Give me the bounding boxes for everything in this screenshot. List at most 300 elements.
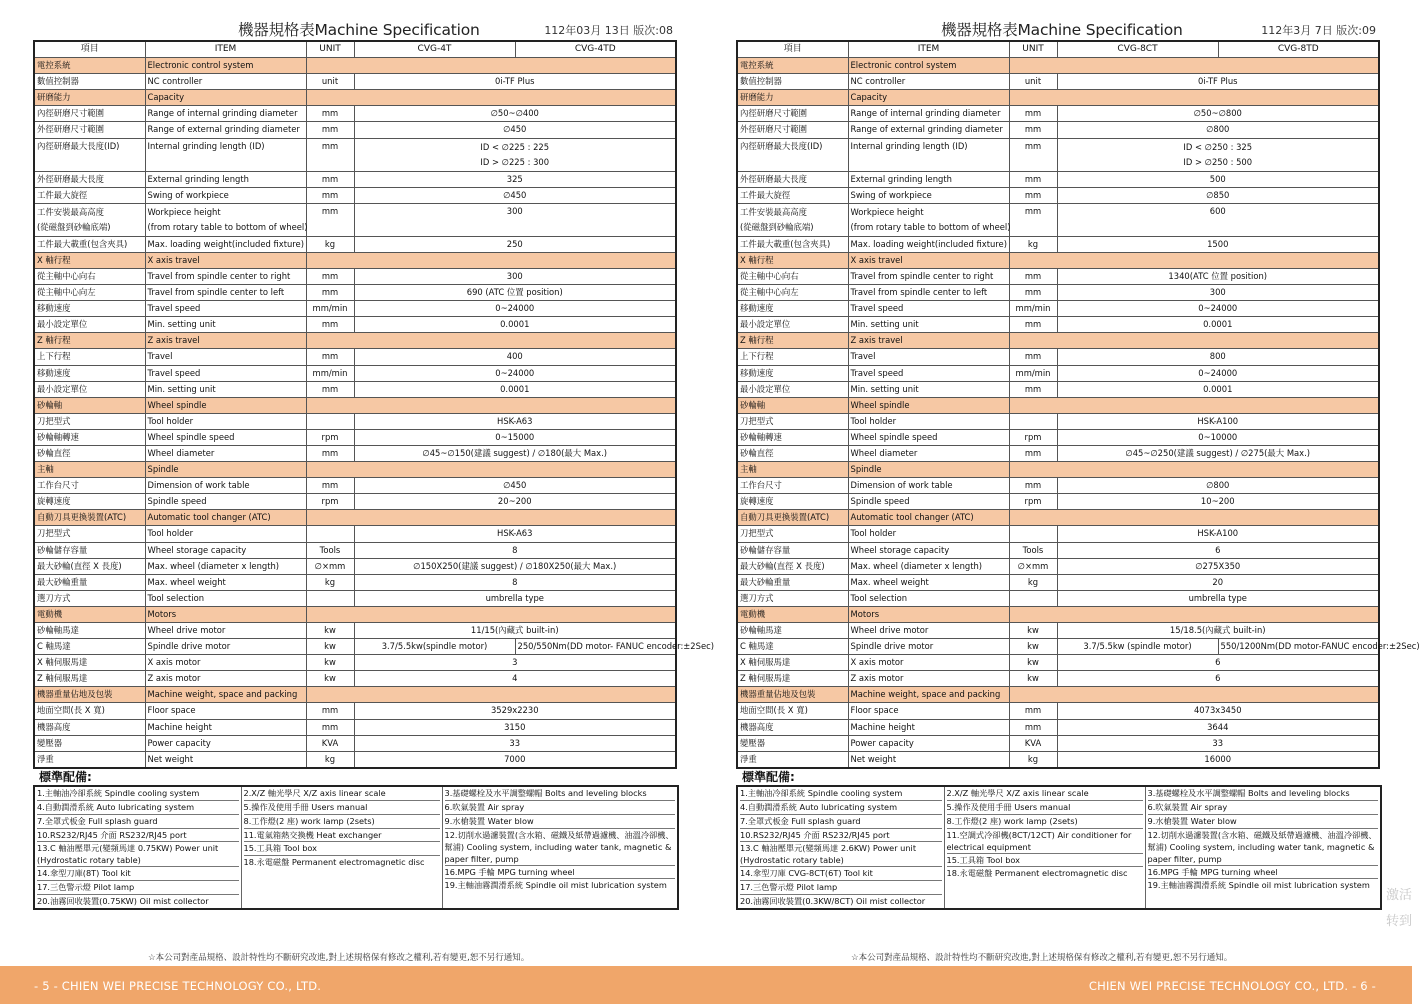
spec-value: 20~200 [354,494,676,510]
spec-row [34,574,676,590]
section-row [34,462,676,478]
spec-name-en: Travel speed [145,301,306,317]
std-item: 15.工具箱 Tool box [244,842,440,856]
spec-name-en: Travel from spindle center to right [848,268,1009,284]
spec-value: 690 (ATC 位置 position) [354,285,676,301]
std-column [442,786,678,909]
section-name-en: Machine weight, space and packing [848,687,1009,703]
spec-table [33,40,714,769]
spec-value [1057,138,1379,171]
section-fill [1009,510,1379,526]
spec-name-zh: 移動速度 [737,301,848,317]
spec-unit: mm [306,122,354,138]
spec-unit: mm [1009,445,1057,461]
std-item: 20.油霧回收裝置(0.75KW) Oil mist collector [37,896,209,907]
standard-equipment-title: 標準配備: [39,769,92,784]
spec-row [737,413,1379,429]
std-item: 2.X/Z 軸光學尺 X/Z axis linear scale [947,787,1143,801]
spec-row [34,381,676,397]
spec-name-zh: 淨重 [737,751,848,768]
spec-value-a: 3.7/5.5kw(spindle motor) [354,639,515,655]
spec-unit: kw [1009,655,1057,671]
spec-row [34,478,676,494]
revision-date: 112年03月 13日 版次:08 [544,24,673,37]
spec-name-en: Z axis motor [145,671,306,687]
spec-unit [1009,413,1057,429]
spec-name-en: Tool holder [848,413,1009,429]
spec-unit: mm [306,445,354,461]
col-item-zh: 項目 [737,41,848,58]
spec-row [34,703,676,719]
spec-unit [1009,526,1057,542]
std-item: 1.主軸油冷卻系統 Spindle cooling system [37,787,239,801]
spec-row [34,751,676,768]
spec-row [737,751,1379,768]
section-name-zh: 電動機 [737,606,848,622]
spec-row [737,349,1379,365]
spec-name-en: Travel from spindle center to left [848,285,1009,301]
section-row [737,606,1379,622]
spec-unit [306,413,354,429]
spec-value: ∅450 [354,478,676,494]
spec-name-en: Wheel drive motor [848,623,1009,639]
spec-unit: kw [306,639,354,655]
spec-row [737,301,1379,317]
section-name-zh: 機器重量佔地及包裝 [34,687,145,703]
spec-value: HSK-A63 [354,413,676,429]
spec-unit: kg [306,236,354,252]
spec-value: 0~24000 [354,365,676,381]
spec-name-en: Range of internal grinding diameter [848,106,1009,122]
spec-name-en: Range of external grinding diameter [848,122,1009,138]
section-name-en: Z axis travel [145,333,306,349]
section-fill [306,397,676,413]
spec-name-en-line1: Workpiece height [147,206,221,217]
spec-name-en: Net weight [848,751,1009,768]
spec-row [737,122,1379,138]
spec-row [737,429,1379,445]
spec-row [737,365,1379,381]
spec-unit: KVA [1009,735,1057,751]
spec-value: 3 [354,655,676,671]
spec-unit: KVA [306,735,354,751]
section-name-en: Motors [145,606,306,622]
disclaimer-note-right: ☆本公司對產品規格、設計特性均不斷研究改進,對上述規格保有修改之權利,若有變更,恕不另行通知。 [851,953,1233,963]
std-item: 11.空調式冷卻機(8CT/12CT) Air conditioner for electrical equipment [947,829,1143,854]
col-item-en: ITEM [145,41,306,58]
spec-table [736,40,1420,769]
spec-row [737,106,1379,122]
std-item: 17.三色警示燈 Pilot lamp [37,881,239,895]
spec-unit: mm [306,478,354,494]
spec-unit: mm [306,203,354,236]
spec-row [737,445,1379,461]
spec-unit: mm [306,171,354,187]
section-name-en: Motors [848,606,1009,622]
spec-name-zh: 砂輪直徑 [737,445,848,461]
spec-value: ∅450 [354,187,676,203]
spec-unit: mm [306,349,354,365]
std-column [241,786,442,909]
section-fill [1009,90,1379,106]
spec-row [34,74,676,90]
spec-value-line1: ID < ∅250 : 325 [1183,141,1253,152]
section-name-en: Z axis travel [848,333,1009,349]
spec-row [34,203,676,236]
spec-name-en: Wheel diameter [145,445,306,461]
section-name-zh: 主軸 [34,462,145,478]
spec-unit: mm [1009,122,1057,138]
spec-name-en: Travel speed [848,365,1009,381]
section-name-zh: 自動刀具更換裝置(ATC) [34,510,145,526]
spec-value: 250 [354,236,676,252]
spec-unit [306,590,354,606]
spec-name-zh: 變壓器 [737,735,848,751]
std-item: 3.基礎螺栓及水平調整螺帽 Bolts and leveling blocks [1148,787,1379,801]
spec-unit: mm [306,268,354,284]
spec-value: 7000 [354,751,676,768]
spec-name-en [145,203,306,236]
spec-value: 0.0001 [354,317,676,333]
std-item: 10.RS232/RJ45 介面 RS232/RJ45 port [37,829,239,843]
spec-unit: kg [1009,574,1057,590]
std-item: 20.油霧回收裝置(0.3KW/8CT) Oil mist collector [740,896,926,907]
spec-row [737,719,1379,735]
section-name-en: Spindle [145,462,306,478]
spec-name-zh: 工作台尺寸 [737,478,848,494]
std-item: 3.基礎螺栓及水平調整螺帽 Bolts and leveling blocks [445,787,676,801]
spec-value: 325 [354,171,676,187]
spec-name-zh: 從主軸中心向左 [737,285,848,301]
spec-name-zh: 刀把型式 [737,526,848,542]
spec-name-en: Tool holder [848,526,1009,542]
spec-name-zh: 旋轉速度 [34,494,145,510]
spec-unit: mm [306,138,354,171]
spec-value-b: 250/550Nm(DD motor- FANUC encoder:±2Sec) [515,639,676,655]
spec-name-en: X axis motor [848,655,1009,671]
spec-row [34,639,676,655]
spec-value: 8 [354,542,676,558]
std-item: 4.自動潤滑系統 Auto lubricating system [740,801,942,815]
spec-name-zh: 砂輪軸轉速 [737,429,848,445]
spec-row [34,413,676,429]
spec-unit: mm [1009,478,1057,494]
spec-row [737,526,1379,542]
spec-name-zh [34,203,145,236]
spec-name-zh: 外徑研磨尺寸範圍 [737,122,848,138]
spec-name-en: Swing of workpiece [145,187,306,203]
spec-row [34,558,676,574]
section-name-zh: Z 軸行程 [737,333,848,349]
spec-value: 500 [1057,171,1379,187]
spec-value: 0~24000 [1057,301,1379,317]
section-name-zh: 研磨能力 [737,90,848,106]
spec-value: 0i-TF Plus [1057,74,1379,90]
spec-unit: rpm [1009,429,1057,445]
spec-name-en: Wheel spindle speed [848,429,1009,445]
section-fill [306,252,676,268]
spec-name-zh: 最大砂輪(直徑 X 長度) [737,558,848,574]
spec-value: 3529x2230 [354,703,676,719]
spec-name-en: Machine height [848,719,1009,735]
spec-value: 0.0001 [1057,317,1379,333]
spec-unit: mm [1009,106,1057,122]
std-column [34,786,241,909]
spec-row [737,478,1379,494]
spec-value-line1: ID < ∅225 : 225 [480,141,550,152]
spec-name-en: Tool selection [848,590,1009,606]
section-name-zh: 砂輪軸 [34,397,145,413]
spec-name-en: Dimension of work table [848,478,1009,494]
spec-name-zh: 從主軸中心向右 [34,268,145,284]
spec-row [737,558,1379,574]
section-row [34,58,676,74]
spec-name-en: Internal grinding length (ID) [848,138,1009,171]
col-unit: UNIT [1009,41,1057,58]
spec-row [34,171,676,187]
section-name-en: Electronic control system [848,58,1009,74]
col-model-a: CVG-4T [354,41,515,58]
spec-name-zh: 外徑研磨最大長度 [737,171,848,187]
section-name-en: Capacity [145,90,306,106]
std-item: 9.水槍裝置 Water blow [445,815,676,829]
spec-row [34,542,676,558]
std-item: 6.吹氣裝置 Air spray [445,801,676,815]
spec-value: 0.0001 [1057,381,1379,397]
spec-name-en [848,203,1009,236]
standard-equipment-table [33,785,679,910]
std-item: 11.電氣箱熱交換機 Heat exchanger [244,829,440,843]
spec-value: ∅800 [1057,478,1379,494]
spec-name-en: Dimension of work table [145,478,306,494]
spec-unit: rpm [306,429,354,445]
spec-name-zh: 最大砂輪重量 [34,574,145,590]
spec-name-en: Wheel drive motor [145,623,306,639]
spec-name-en: Internal grinding length (ID) [145,138,306,171]
spec-unit: mm [1009,381,1057,397]
spec-name-en: Max. wheel (diameter x length) [145,558,306,574]
spec-value: 400 [354,349,676,365]
std-item: 8.工作燈(2 座) work lamp (2sets) [244,815,440,829]
spec-row [34,268,676,284]
section-row [737,58,1379,74]
spec-unit: mm [306,317,354,333]
spec-value: 4073x3450 [1057,703,1379,719]
spec-unit: mm [1009,349,1057,365]
spec-name-zh: 外徑研磨尺寸範圍 [34,122,145,138]
spec-row [34,494,676,510]
spec-name-zh: 刀把型式 [34,413,145,429]
spec-value: 1340(ATC 位置 position) [1057,268,1379,284]
spec-value: 33 [354,735,676,751]
page-title: 機器規格表Machine Specification [238,21,480,39]
spec-unit: mm [1009,703,1057,719]
spec-name-en: Max. loading weight(included fixture) [848,236,1009,252]
page-header [33,18,675,40]
spec-row [34,655,676,671]
std-item: 18.永電磁盤 Permanent electromagnetic disc [946,868,1128,879]
spec-unit: mm [1009,187,1057,203]
spec-name-zh: 內徑研磨最大長度(ID) [34,138,145,171]
spec-row [737,655,1379,671]
spec-unit: mm/min [306,365,354,381]
spec-name-en: Travel speed [848,301,1009,317]
spec-unit: mm [306,703,354,719]
std-item: 5.操作及使用手冊 Users manual [947,801,1143,815]
spec-header-row [34,41,676,58]
spec-unit: ∅×mm [306,558,354,574]
spec-unit: mm [1009,138,1057,171]
section-fill [1009,58,1379,74]
spec-name-zh: 砂輪儲存容量 [737,542,848,558]
spec-name-zh: 工件最大載重(包含夾具) [34,236,145,252]
spec-name-zh-line1: 工件安裝最高高度 [740,206,807,217]
spec-unit: mm [1009,203,1057,236]
section-name-zh: Z 軸行程 [34,333,145,349]
section-row [34,687,676,703]
spec-name-en-line1: Workpiece height [850,206,924,217]
spec-unit: kg [306,751,354,768]
spec-name-zh: 淨重 [34,751,145,768]
spec-row [737,574,1379,590]
spec-name-zh-line1: 工件安裝最高高度 [37,206,104,217]
spec-row [34,719,676,735]
spec-name-zh: 機器高度 [34,719,145,735]
spec-name-en: NC controller [848,74,1009,90]
col-model-a: CVG-8CT [1057,41,1218,58]
spec-name-zh: 數值控制器 [34,74,145,90]
section-name-zh: 主軸 [737,462,848,478]
std-item: 5.操作及使用手冊 Users manual [244,801,440,815]
section-row [737,510,1379,526]
col-model-b: CVG-8TD [1218,41,1379,58]
spec-name-zh: 移動速度 [34,365,145,381]
spec-row [737,703,1379,719]
spec-row [737,639,1379,655]
section-fill [1009,397,1379,413]
footer-left: - 5 - CHIEN WEI PRECISE TECHNOLOGY CO., LTD. [34,979,322,993]
spec-unit: mm [306,106,354,122]
spec-unit: rpm [306,494,354,510]
spec-value: 4 [354,671,676,687]
spec-page-left [33,18,714,910]
spec-name-en: Spindle speed [145,494,306,510]
page-title: 機器規格表Machine Specification [941,21,1183,39]
section-name-zh: 電控系統 [34,58,145,74]
spec-name-zh: 最小設定單位 [737,381,848,397]
spec-row [737,171,1379,187]
spec-row [34,671,676,687]
std-item: 15.工具箱 Tool box [947,854,1143,868]
section-name-en: Automatic tool changer (ATC) [145,510,306,526]
std-item: 19.主軸油霧潤滑系統 Spindle oil mist lubrication system [444,880,667,891]
spec-row [737,74,1379,90]
spec-unit: Tools [1009,542,1057,558]
spec-name-zh: 選刀方式 [34,590,145,606]
col-item-en: ITEM [848,41,1009,58]
std-item: 1.主軸油冷卻系統 Spindle cooling system [740,787,942,801]
watermark-goto: 转到 [1386,914,1413,929]
spec-name-en: Floor space [848,703,1009,719]
spec-row [34,735,676,751]
spec-name-en: Tool selection [145,590,306,606]
section-fill [306,462,676,478]
spec-name-en: Range of external grinding diameter [145,122,306,138]
spec-name-zh: 最小設定單位 [737,317,848,333]
section-fill [1009,462,1379,478]
spec-value: 11/15(內藏式 built-in) [354,623,676,639]
spec-name-zh: 砂輪軸轉速 [34,429,145,445]
spec-name-en: X axis motor [145,655,306,671]
spec-row [34,285,676,301]
std-item: 9.水槍裝置 Water blow [1148,815,1379,829]
standard-equipment-table [736,785,1382,910]
spec-name-zh: 上下行程 [737,349,848,365]
spec-unit: kw [306,623,354,639]
spec-unit: ∅×mm [1009,558,1057,574]
std-item: 12.切削水過濾裝置(含水箱、磁鐵及紙帶過濾機、油溫冷卻機、幫浦) Cooling system, including water tank, magnetic & paper filter, pump [444,829,674,864]
spec-name-en: Z axis motor [848,671,1009,687]
spec-unit: mm [1009,268,1057,284]
spec-name-zh: 最小設定單位 [34,317,145,333]
spec-name-en: Net weight [145,751,306,768]
spec-row [737,381,1379,397]
std-column [1145,786,1381,909]
spec-name-zh: 刀把型式 [737,413,848,429]
spec-name-en: Min. setting unit [145,381,306,397]
spec-value: 0~10000 [1057,429,1379,445]
spec-value: 300 [354,203,676,236]
spec-unit: mm [1009,171,1057,187]
spec-row [737,542,1379,558]
spec-value: 0.0001 [354,381,676,397]
spec-name-zh-line2: (從磁盤到砂輪底端) [740,221,814,232]
std-item: 14.傘型刀庫 CVG-8CT(6T) Tool kit [740,867,942,881]
disclaimer-note-left: ☆本公司對產品規格、設計特性均不斷研究改進,對上述規格保有修改之權利,若有變更,恕不另行通知。 [148,953,530,963]
spec-unit: kw [1009,639,1057,655]
spec-value: 0~15000 [354,429,676,445]
spec-unit: unit [306,74,354,90]
section-row [737,397,1379,413]
spec-name-zh: 工件最大旋徑 [737,187,848,203]
section-name-en: X axis travel [145,252,306,268]
std-item: 7.全罩式板金 Full splash guard [37,815,239,829]
spec-value: ∅150X250(建議 suggest) / ∅180X250(最大 Max.) [354,558,676,574]
spec-unit: mm [1009,317,1057,333]
spec-unit: mm/min [306,301,354,317]
spec-unit: mm [306,187,354,203]
spec-row [34,445,676,461]
spec-name-en: NC controller [145,74,306,90]
spec-name-zh [737,203,848,236]
spec-row [34,236,676,252]
spec-name-zh: 砂輪儲存容量 [34,542,145,558]
spec-value-line2: ID > ∅225 : 300 [480,156,550,167]
std-item: 18.永電磁盤 Permanent electromagnetic disc [243,857,425,868]
section-name-zh: 研磨能力 [34,90,145,106]
spec-name-en: Travel speed [145,365,306,381]
section-row [34,90,676,106]
col-unit: UNIT [306,41,354,58]
spec-name-zh-line2: (從磁盤到砂輪底端) [37,221,111,232]
spec-value: ∅275X350 [1057,558,1379,574]
section-name-zh: 自動刀具更換裝置(ATC) [737,510,848,526]
spec-value: 3644 [1057,719,1379,735]
spec-row [34,429,676,445]
spec-name-zh: 內徑研磨最大長度(ID) [737,138,848,171]
spec-row [34,365,676,381]
spec-value: 16000 [1057,751,1379,768]
